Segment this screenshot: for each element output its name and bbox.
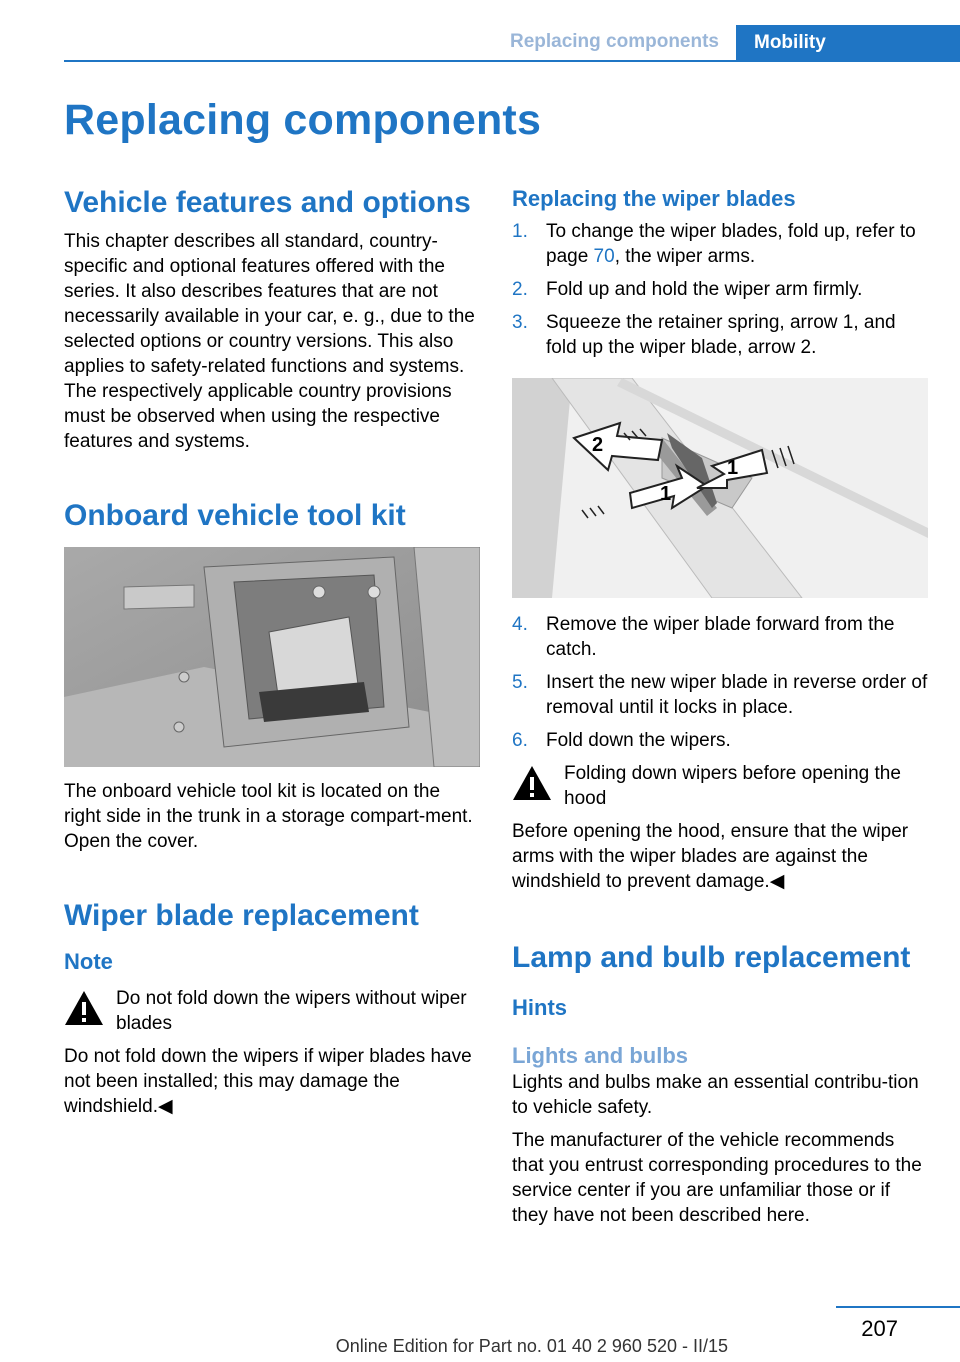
step-number: 4. bbox=[512, 614, 528, 635]
wiper-blade-illustration bbox=[512, 378, 928, 598]
warning-fold-down bbox=[512, 761, 928, 811]
header-tab-mobility: Mobility bbox=[736, 25, 960, 61]
header-section-title: Replacing components bbox=[509, 31, 719, 52]
right-column bbox=[512, 185, 928, 1228]
lights-heading: Lights and bulbs bbox=[512, 1043, 688, 1068]
step-item: 6. Fold down the wipers. bbox=[512, 730, 731, 751]
step-item: 4. Remove the wiper blade forward from the catch. bbox=[512, 614, 895, 660]
lights-text-1: Lights and bulbs make an essential contribu-tion to vehicle safety. bbox=[512, 1072, 919, 1118]
warning-no-blades bbox=[64, 986, 480, 1036]
toolkit-image bbox=[64, 547, 480, 767]
warning-triangle-icon bbox=[64, 990, 104, 1026]
replacing-heading: Replacing the wiper blades bbox=[512, 186, 796, 211]
step-item: 2. Fold up and hold the wiper arm firmly. bbox=[512, 279, 863, 300]
page-link[interactable]: 70 bbox=[593, 246, 615, 267]
arrow-2-label: 2 bbox=[592, 434, 604, 456]
lamp-heading: Lamp and bulb replacement bbox=[512, 941, 911, 974]
arrow-1b-label: 1 bbox=[727, 457, 739, 479]
features-text: This chapter describes all standard, country-specific and optional features offered with the series. It also describes features that are not necessarily available in your car, e. g., due to the selected options or country versions. This also applies to safety-related functions and systems. The respectively applicable country provisions must be observed when using the respective features and systems. bbox=[64, 231, 475, 452]
arrow-1-label: 1 bbox=[660, 483, 672, 505]
wiper-heading: Wiper blade replacement bbox=[64, 899, 419, 932]
step-number: 1. bbox=[512, 221, 528, 242]
step-item: 5. Insert the new wiper blade in reverse order of removal until it locks in place. bbox=[512, 672, 928, 718]
page-title: Replacing components bbox=[64, 96, 542, 144]
step-number: 6. bbox=[512, 730, 528, 751]
page-header bbox=[0, 25, 960, 63]
note-heading: Note bbox=[64, 949, 113, 974]
hints-heading: Hints bbox=[512, 995, 567, 1020]
toolkit-text: The onboard vehicle tool kit is located on the right side in the trunk in a storage compart-ment. Open the cover. bbox=[64, 781, 473, 852]
steps-list-b bbox=[512, 612, 928, 753]
step-number: 5. bbox=[512, 672, 528, 693]
warning-title: Do not fold down the wipers without wiper blades bbox=[116, 988, 467, 1034]
warning-text: Do not fold down the wipers if wiper blades have not been installed; this may damage the windshield.◀ bbox=[64, 1046, 472, 1117]
warning-text: Before opening the hood, ensure that the wiper arms with the wiper blades are against the windshield to prevent damage.◀ bbox=[512, 821, 909, 892]
footer-rule bbox=[836, 1306, 960, 1308]
steps-list-a bbox=[512, 219, 928, 360]
step-item: 3. Squeeze the retainer spring, arrow 1, and fold up the wiper blade, arrow 2. bbox=[512, 312, 896, 358]
edition-text: Online Edition for Part no. 01 40 2 960 520 - II/15 bbox=[335, 1336, 728, 1356]
page-number: 207 bbox=[861, 1316, 898, 1341]
header-rule bbox=[64, 60, 960, 62]
toolkit-heading: Onboard vehicle tool kit bbox=[64, 499, 406, 532]
step-number: 2. bbox=[512, 279, 528, 300]
lights-text-2: The manufacturer of the vehicle recommends that you entrust corresponding procedures to the service center if you are unfamiliar those or if they have not been described here. bbox=[512, 1130, 922, 1226]
warning-title: Folding down wipers before opening the hood bbox=[564, 763, 901, 809]
warning-triangle-icon bbox=[512, 765, 552, 801]
step-number: 3. bbox=[512, 312, 528, 333]
trunk-tool-kit-illustration bbox=[64, 547, 480, 767]
wiper-image bbox=[512, 378, 928, 598]
features-heading: Vehicle features and options bbox=[64, 186, 471, 219]
left-column bbox=[64, 185, 480, 1119]
step-item: 1. To change the wiper blades, fold up, refer to page 70, the wiper arms. bbox=[512, 221, 916, 267]
